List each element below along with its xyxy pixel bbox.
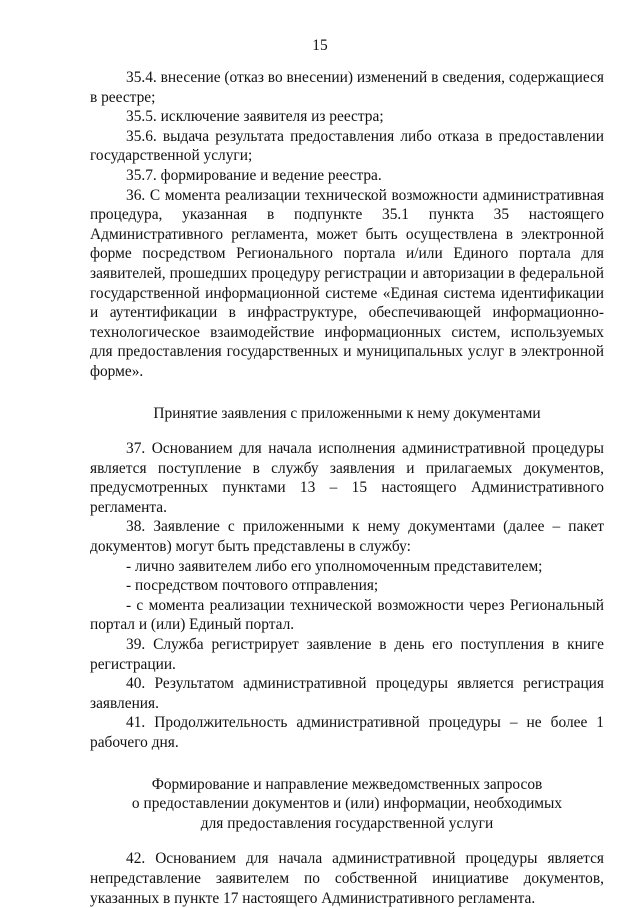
paragraph-37: 37. Основанием для начала исполнения административной процедуры является поступление в службу заявления и прилагаемых документов, предусмотренных пунктами 13 – 15 настоящего Административного регламента. [90,440,604,516]
document-body [90,68,604,908]
section-heading-requests-line-2: о предоставлении документов и (или) информации, необходимых [131,795,563,813]
paragraph-35-5: 35.5. исключение заявителя из реестра; [126,108,384,126]
section-heading-requests-line-1: Формирование и направление межведомственных запросов [151,775,543,793]
paragraph-39: 39. Служба регистрирует заявление в день его поступления в книге регистрации. [90,636,604,673]
section-heading-requests-line-3: для предоставления государственной услуги [200,814,494,832]
list-item-portal: - с момента реализации технической возможности через Региональный портал и (или) Единый портал. [90,596,604,634]
paragraph-36: 36. С момента реализации технической возможности административная процедура, указанная в подпункте 35.1 пункта 35 настоящего Административного регламента, может быть осуществлена в электронной форме посредством Регионального портала и/или Единого портала для заявителей, прошедших процедуру регистрации и авторизации в федеральной государственной информационной системе «Единая система идентификации и аутентификации в инфраструктуре, обеспечивающей информационно-технологическое взаимодействие информационных систем, используемых для предоставления государственных и муниципальных услуг в электронной форме». [90,186,604,380]
paragraph-40: 40. Результатом административной процедуры является регистрация заявления. [90,675,604,712]
paragraph-35-7: 35.7. формирование и ведение реестра. [126,166,382,184]
paragraph-35-6: 35.6. выдача результата предоставления либо отказа в предоставлении государственной услуги; [90,127,604,165]
page-number: 15 [312,37,328,54]
paragraph-41: 41. Продолжительность административной процедуры – не более 1 рабочего дня. [90,714,604,751]
list-item-by-mail: - посредством почтового отправления; [126,577,379,595]
paragraph-38: 38. Заявление с приложенными к нему документами (далее – пакет документов) могут быть представлены в службу: [90,518,604,556]
paragraph-42: 42. Основанием для начала административной процедуры является непредставление заявителем по собственной инициативе документов, указанных в пункте 17 настоящего Административного регламента. [90,850,604,907]
paragraph-35-4: 35.4. внесение (отказ во внесении) изменений в сведения, содержащиеся в реестре; [90,69,604,106]
section-heading-acceptance: Принятие заявления с приложенными к нему документами [153,404,541,422]
list-item-in-person: - лично заявителем либо его уполномоченным представителем; [126,557,543,575]
